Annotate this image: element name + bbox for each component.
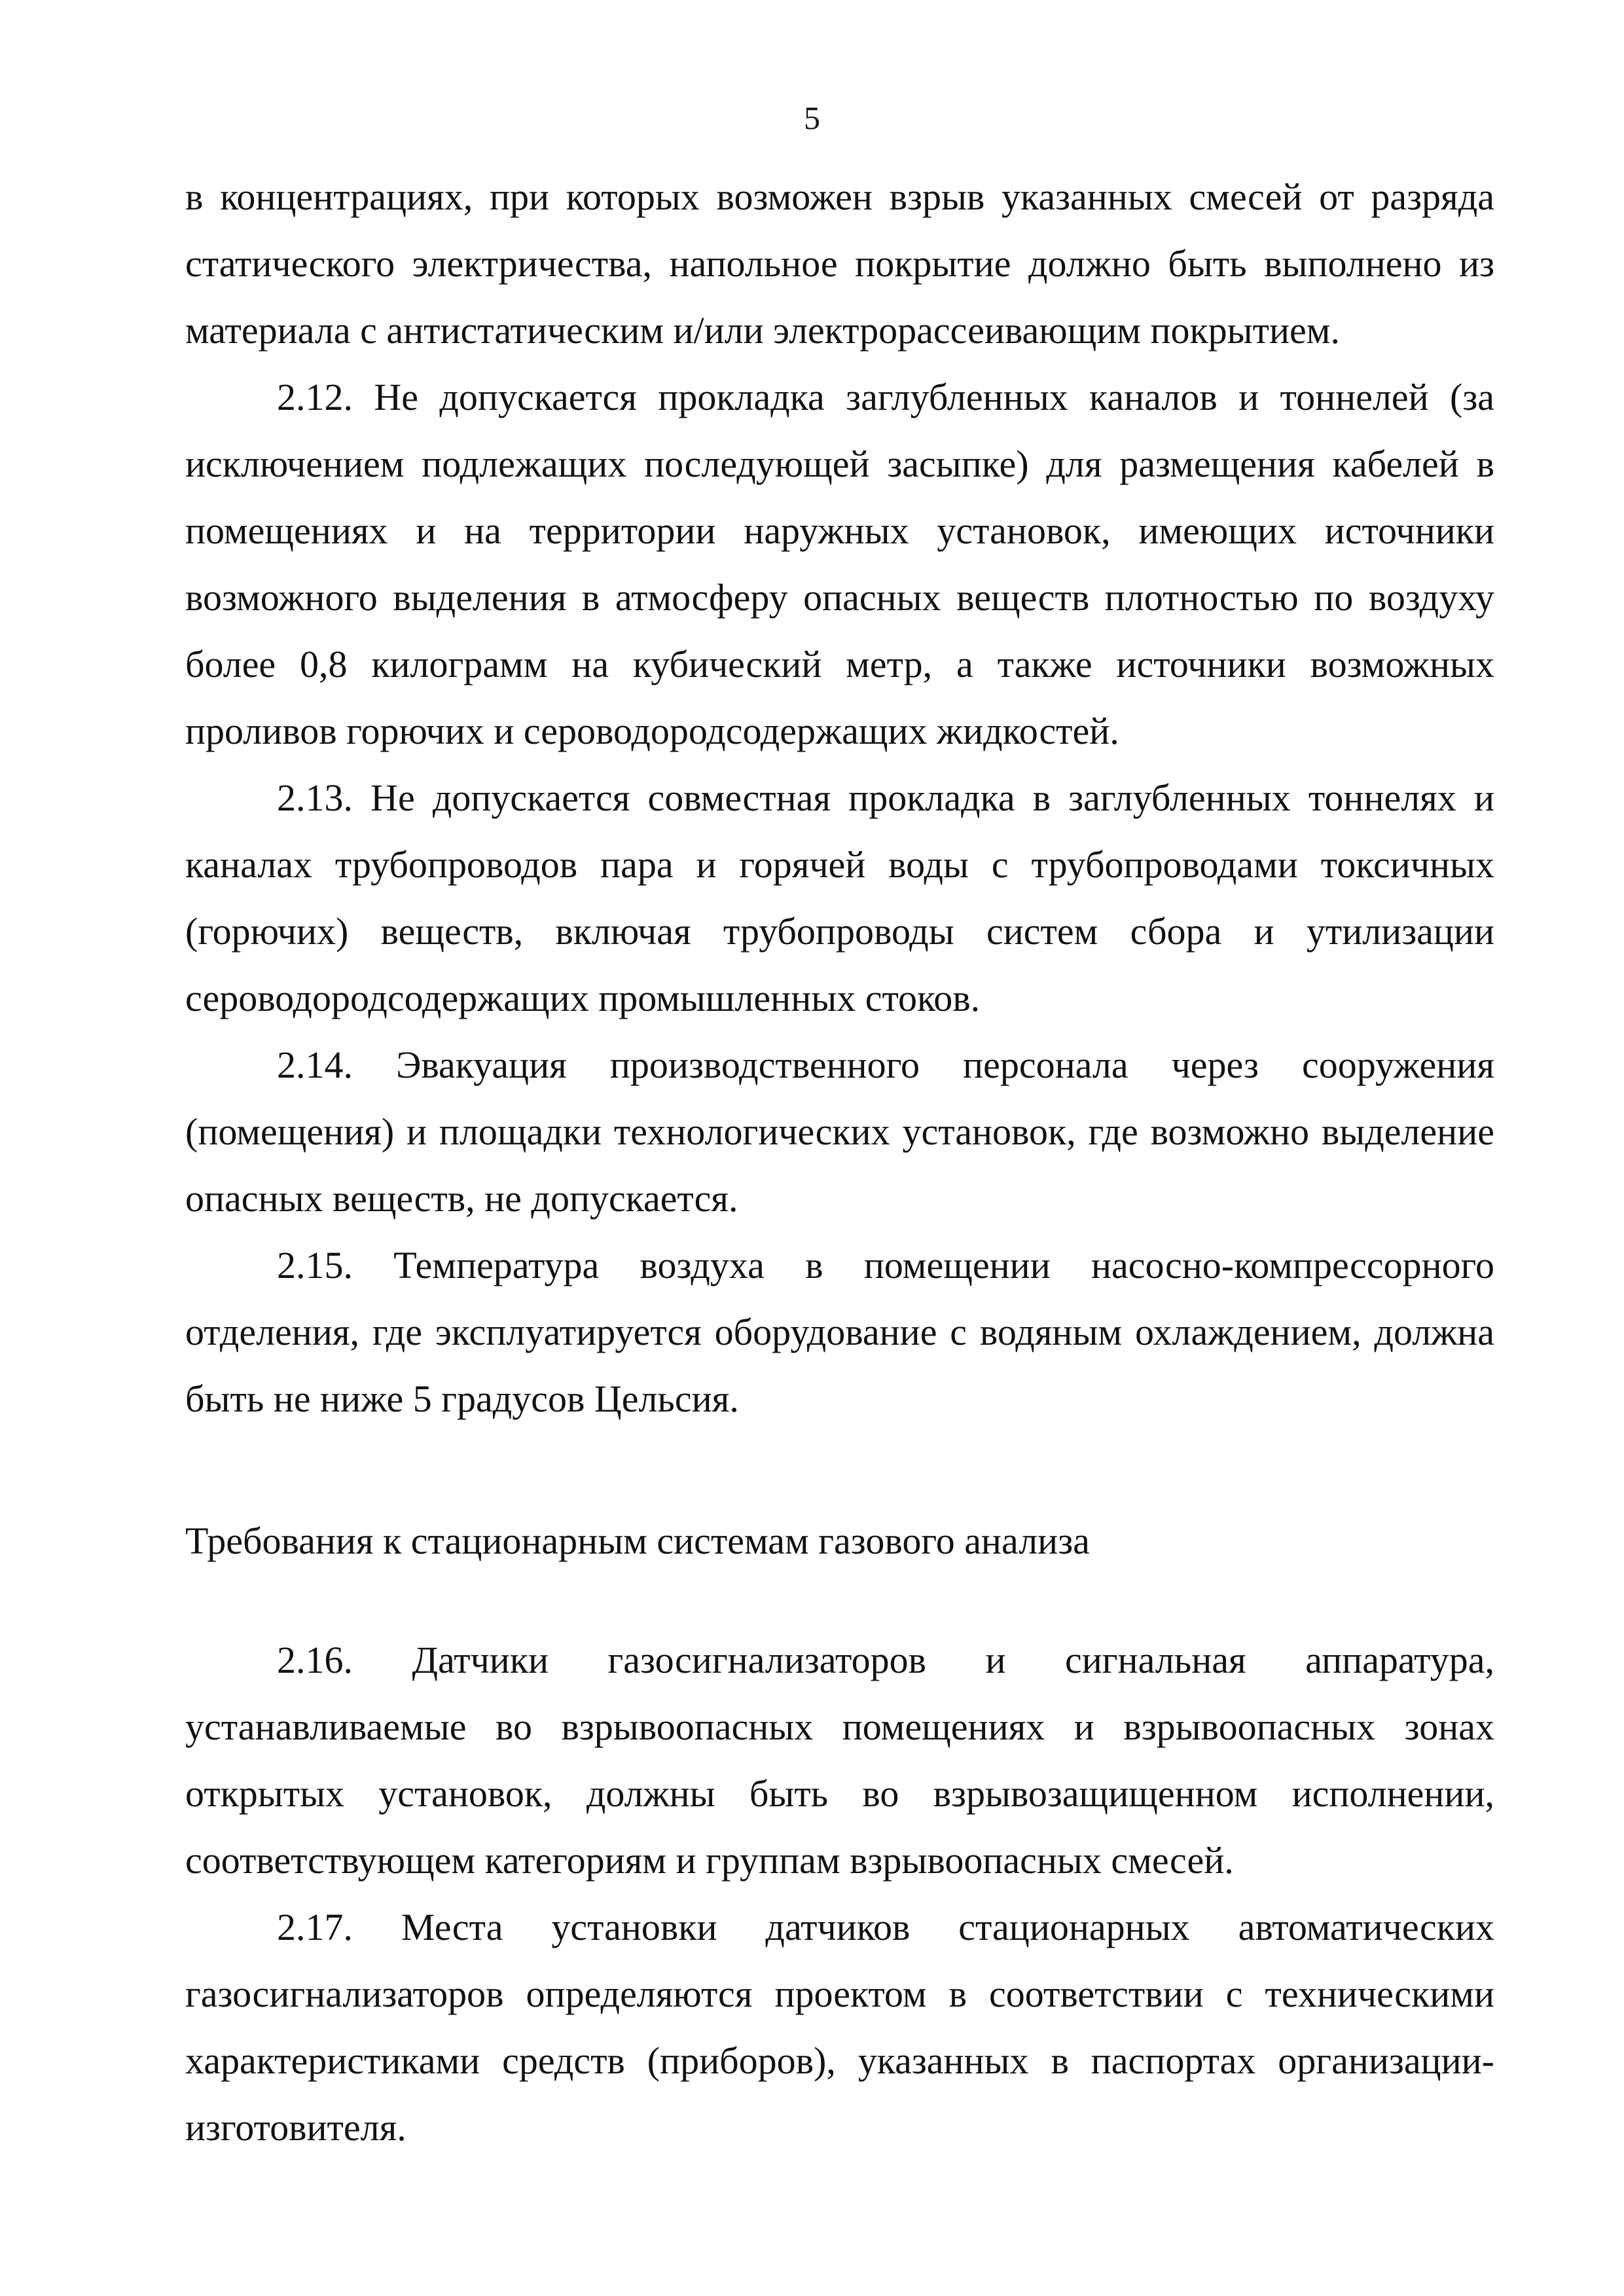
paragraph-2-14: 2.14. Эвакуация производственного персонала через сооружения (помещения) и площадки технологических установок, где возможно выделение опасных веществ, не допускается.: [185, 1044, 1494, 1220]
paragraph-2-12: 2.12. Не допускается прокладка заглубленных каналов и тоннелей (за исключением подлежащих последующей засыпке) для размещения кабелей в помещениях и на территории наружных установок, имеющих источники возможного выделения в атмосферу опасных веществ плотностью по воздуху более 0,8 килограмм на кубический метр, а также источники возможных проливов горючих и сероводородсодержащих жидкостей.: [185, 376, 1494, 752]
paragraph-2-16: 2.16. Датчики газосигнализаторов и сигнальная аппаратура, устанавливаемые во взрывоопасных помещениях и взрывоопасных зонах открытых установок, должны быть во взрывозащищенном исполнении, соответствующем категориям и группам взрывоопасных смесей.: [185, 1639, 1494, 1882]
paragraph-2-17: 2.17. Места установки датчиков стационарных автоматических газосигнализаторов определяются проектом в соответствии с техническими характеристиками средств (приборов), указанных в паспортах организации-изготовителя.: [185, 1906, 1494, 2149]
paragraph-2-15: 2.15. Температура воздуха в помещении насосно-компрессорного отделения, где эксплуатируется оборудование с водяным охлаждением, должна быть не ниже 5 градусов Цельсия.: [185, 1244, 1494, 1420]
paragraph-continuation: в концентрациях, при которых возможен взрыв указанных смесей от разряда статического электричества, напольное покрытие должно быть выполнено из материала с антистатическим и/или электрорассеивающим покрытием.: [185, 175, 1494, 352]
paragraph-2-13: 2.13. Не допускается совместная прокладка в заглубленных тоннелях и каналах трубопроводов пара и горячей воды с трубопроводами токсичных (горючих) веществ, включая трубопроводы систем сбора и утилизации сероводородсодержащих промышленных стоков.: [185, 776, 1494, 1019]
document-body: [185, 164, 1494, 2161]
page-number: 5: [804, 100, 820, 136]
section-heading: Требования к стационарным системам газового анализа: [185, 1520, 1090, 1562]
